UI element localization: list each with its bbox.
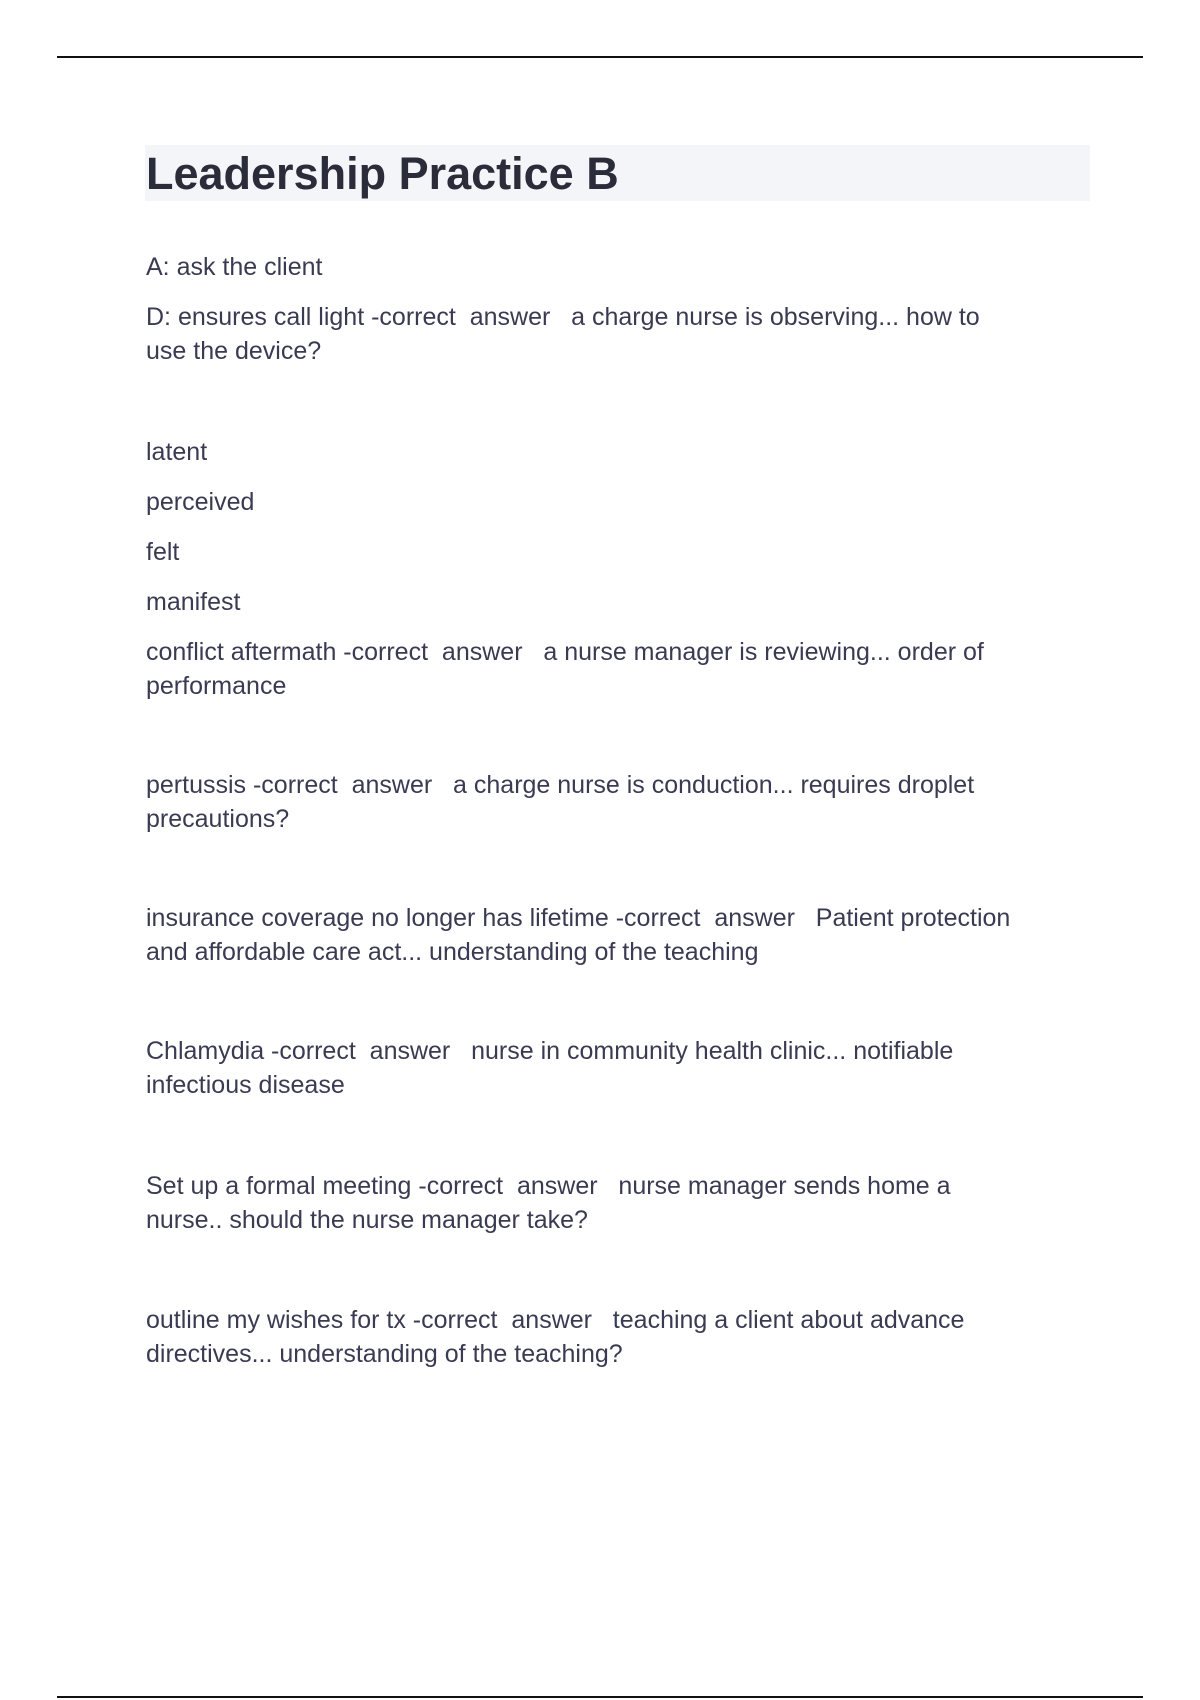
bottom-rule [57, 1696, 1143, 1698]
text-line: A: ask the client [146, 253, 323, 281]
text-line: perceived [146, 488, 255, 516]
top-rule [57, 56, 1143, 58]
qa-item: conflict aftermath -correct answer a nurse manager is reviewing... order of performance [146, 638, 984, 700]
qa-item: outline my wishes for tx -correct answer teaching a client about advance directives... understanding of the teaching? [146, 1306, 965, 1368]
text-line: felt [146, 538, 180, 566]
qa-item: D: ensures call light -correct answer a charge nurse is observing... how to use the device? [146, 303, 980, 365]
qa-item: Set up a formal meeting -correct answer nurse manager sends home a nurse.. should the nurse manager take? [146, 1172, 951, 1234]
page-title: Leadership Practice B [146, 148, 619, 199]
qa-item: Chlamydia -correct answer nurse in community health clinic... notifiable infectious disease [146, 1037, 954, 1099]
text-line: manifest [146, 588, 241, 616]
text-line: latent [146, 438, 208, 466]
qa-item: pertussis -correct answer a charge nurse is conduction... requires droplet precautions? [146, 771, 975, 833]
qa-item: insurance coverage no longer has lifetime -correct answer Patient protection and affordable care act... understanding of the teaching [146, 904, 1011, 966]
